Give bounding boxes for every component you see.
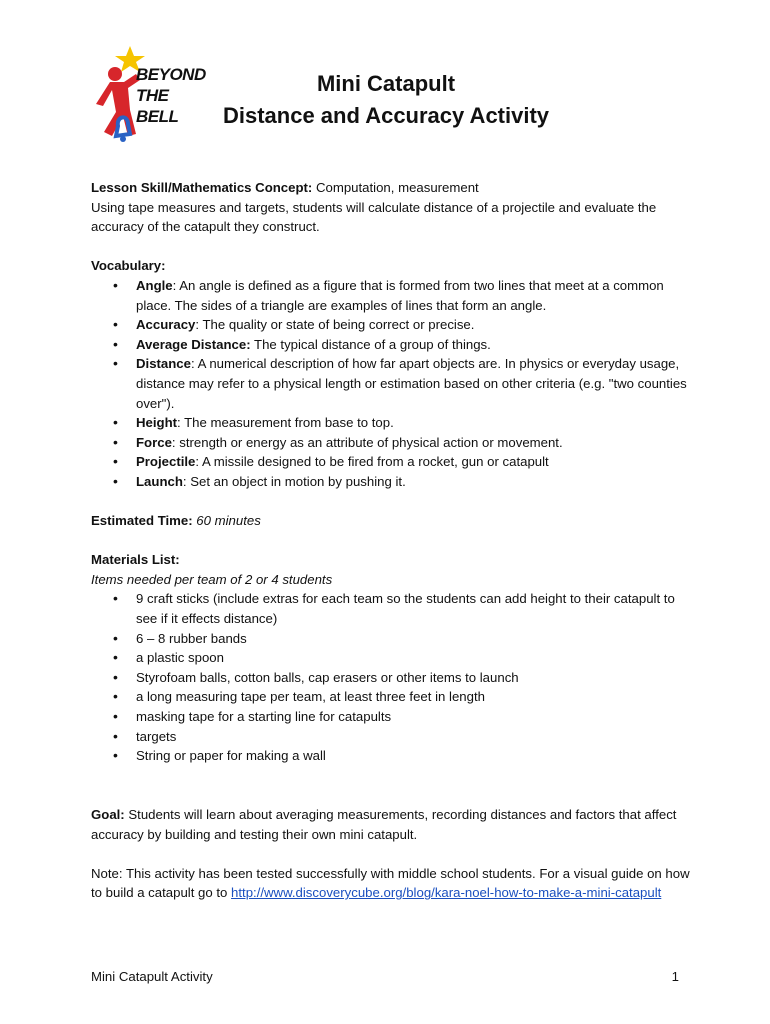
- title-line-1: Mini Catapult: [316, 71, 456, 96]
- vocab-term: Projectile: [136, 454, 196, 470]
- goal-label: Goal:: [91, 807, 125, 822]
- lesson-skill-label: Lesson Skill/Mathematics Concept:: [91, 180, 313, 195]
- vocab-definition: The measurement from base to top.: [180, 415, 394, 431]
- material-item: • String or paper for making a wall: [91, 746, 691, 766]
- vocabulary-item-distance: • Distance: A numerical description of how far apart objects are. In physics or everyday usage, distance may refer to a physical length or estimation based on other criteria (e.g. "two counties over").: [91, 354, 691, 413]
- vocabulary-item-projectile: • Projectile: A missile designed to be fired from a rocket, gun or catapult: [91, 452, 691, 472]
- title-line-2: Distance and Accuracy Activity: [222, 103, 550, 128]
- vocabulary-list: [91, 276, 691, 492]
- vocab-term: Average Distance:: [136, 336, 251, 352]
- material-item: • a plastic spoon: [91, 648, 691, 668]
- vocab-term: Angle: [136, 277, 173, 293]
- estimated-time-value: 60 minutes: [196, 513, 261, 529]
- vocabulary-item-height: • Height: The measurement from base to top.: [91, 413, 691, 433]
- lesson-skill-value: Computation, measurement: [315, 180, 479, 195]
- estimated-time: [91, 511, 691, 531]
- vocabulary-item-angle: • Angle: An angle is defined as a figure that is formed from two lines that meet at a common place. The sides of a triangle are examples of lines that form an angle.: [91, 276, 691, 315]
- material-item: • targets: [91, 727, 691, 747]
- materials-list: [91, 589, 691, 765]
- logo-text-bell: BELL: [136, 107, 179, 126]
- vocab-definition: Set an object in motion by pushing it.: [186, 473, 406, 489]
- vocab-term: Force: [136, 434, 172, 450]
- material-item: • Styrofoam balls, cotton balls, cap erasers or other items to launch: [91, 668, 691, 688]
- vocab-definition: The quality or state of being correct or precise.: [199, 317, 475, 333]
- page-title: [0, 68, 770, 132]
- material-item: • a long measuring tape per team, at least three feet in length: [91, 687, 691, 707]
- material-item: • masking tape for a starting line for catapults: [91, 707, 691, 727]
- goal: [91, 805, 691, 844]
- vocab-definition: An angle is defined as a figure that is formed from two lines that meet at a common place. The sides of a triangle are examples of lines that form an angle.: [136, 277, 664, 313]
- note: [91, 864, 691, 903]
- note-text: Note: This activity has been tested successfully with middle school students. For a visual guide on how to build a catapult go to: [91, 865, 690, 901]
- vocab-term: Distance: [136, 356, 191, 372]
- lesson-description: Using tape measures and targets, students will calculate distance of a projectile and evaluate the accuracy of the catapult they construct.: [91, 199, 657, 235]
- vocab-term: Launch: [136, 473, 183, 489]
- vocab-definition: A numerical description of how far apart objects are. In physics or everyday usage, distance may refer to a physical length or estimation based on other criteria (e.g. "two counties over").: [136, 356, 687, 411]
- goal-text: Students will learn about averaging measurements, recording distances and factors that affect accuracy by building and testing their own mini catapult.: [91, 807, 677, 842]
- document-body: [91, 178, 691, 903]
- vocabulary-item-force: • Force: strength or energy as an attribute of physical action or movement.: [91, 433, 691, 453]
- lesson-skill: [91, 178, 691, 198]
- vocabulary-heading: Vocabulary:: [91, 258, 166, 274]
- vocabulary-item-launch: • Launch: Set an object in motion by pushing it.: [91, 472, 691, 492]
- materials-heading: Materials List:: [91, 552, 180, 568]
- vocabulary-item-average-distance: [91, 335, 691, 355]
- material-item: • 6 – 8 rubber bands: [91, 629, 691, 649]
- logo-text-the: THE: [136, 86, 169, 105]
- vocab-term: Height: [136, 415, 178, 431]
- estimated-time-label: Estimated Time:: [91, 513, 193, 529]
- vocab-definition: The typical distance of a group of things.: [250, 336, 491, 352]
- vocabulary-item-accuracy: • Accuracy: The quality or state of being correct or precise.: [91, 315, 691, 335]
- materials-subheading: Items needed per team of 2 or 4 students: [91, 571, 333, 587]
- vocab-definition: strength or energy as an attribute of physical action or movement.: [175, 434, 563, 450]
- footer-title: Mini Catapult Activity: [91, 969, 213, 984]
- page-footer: [91, 967, 679, 987]
- vocab-term: Accuracy: [136, 317, 196, 333]
- material-item: • 9 craft sticks (include extras for each team so the students can add height to their catapult to see if it effects distance): [91, 589, 691, 628]
- vocab-definition: A missile designed to be fired from a rocket, gun or catapult: [199, 454, 549, 470]
- logo-text-beyond: BEYOND: [136, 65, 206, 84]
- catapult-guide-link[interactable]: http://www.discoverycube.org/blog/kara-noel-how-to-make-a-mini-catapult: [231, 885, 662, 901]
- page-number: 1: [671, 969, 679, 984]
